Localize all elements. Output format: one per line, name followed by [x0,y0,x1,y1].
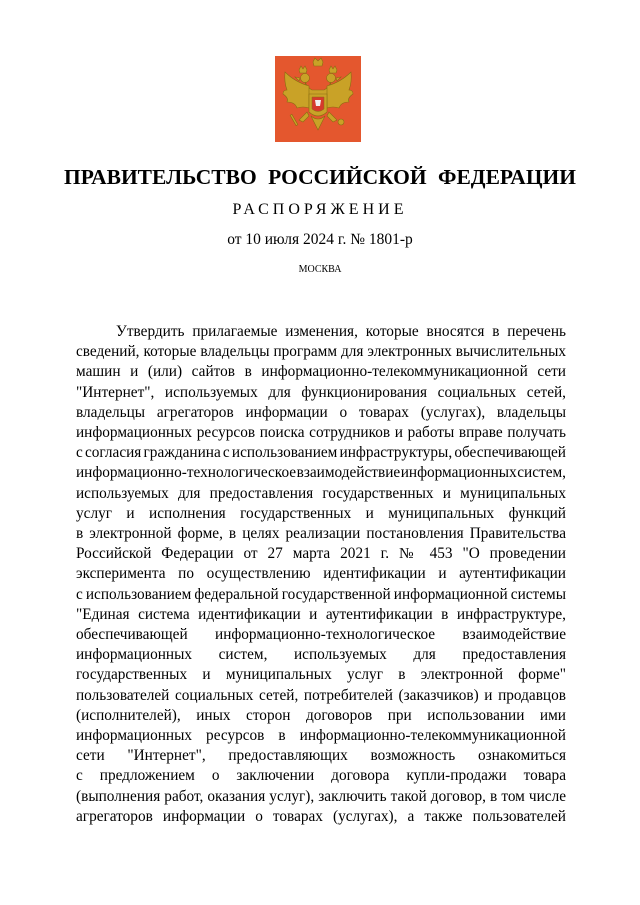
body-line: Утвердить прилагаемые изменения, которые вносятся в перечень [116,323,566,340]
body-line: сведений, которые владельцы программ для электронных вычислительных [76,343,566,361]
body-line: (исполнителей), иных сторон договоров при использовании ими [76,706,566,724]
body-line: услуг и исполнения государственных и муниципальных функций [76,504,566,522]
body-line: с предложением о заключении договора купли-продажи товара [76,767,566,785]
document-date-number: от 10 июля 2024 г. № 1801-р [227,231,413,248]
body-line: государственных и муниципальных услуг в электронной форме" [76,666,566,684]
body-line: информационных ресурсов в информационно-телекоммуникационной [76,727,566,745]
body-line: владельцы агрегаторов информации о товарах (услугах), владельцы [76,403,566,421]
body-line: Российской Федерации от 27 марта 2021 г. № 453 "О проведении [76,545,566,563]
government-title: ПРАВИТЕЛЬСТВО РОССИЙСКОЙ ФЕДЕРАЦИИ [63,165,576,189]
body-line: информационных систем, используемых для предоставления [76,646,566,664]
document-city: МОСКВА [298,264,342,275]
body-line: "Интернет", используемых для функционирования социальных сетей, [76,383,566,401]
body-line: эксперимента по осуществлению идентификации и аутентификации [76,565,566,583]
body-line: используемых для предоставления государственных и муниципальных [76,484,566,502]
body-line: сети "Интернет", предоставляющих возможность ознакомиться [76,747,566,765]
body-line: пользователей социальных сетей, потребителей (заказчиков) и продавцов [76,686,566,704]
body-line: (выполнения работ, оказания услуг), заключить такой договор, в том числе [76,787,566,805]
coat-of-arms-icon [275,56,361,142]
body-line: машин и (или) сайтов в информационно-телекоммуникационной сети [76,363,566,381]
body-line: с согласия гражданина с использованием инфраструктуры, обеспечивающей [76,444,566,462]
body-line: обеспечивающей информационно-технологическое взаимодействие [76,626,566,644]
document-type: РАСПОРЯЖЕНИЕ [232,201,408,218]
body-line: в электронной форме, в целях реализации постановления Правительства [76,525,566,543]
body-line: агрегаторов информации о товарах (услугах), а также пользователей [76,807,566,825]
document-body [76,322,566,827]
body-line: информационно-технологическое взаимодействие информационных систем, [76,464,566,482]
body-line: информационных ресурсов поиска сотрудников и работы вправе получать [76,424,566,442]
body-line: "Единая система идентификации и аутентификации в инфраструктуре, [76,605,566,623]
body-line: с использованием федеральной государственной информационной системы [76,585,566,603]
